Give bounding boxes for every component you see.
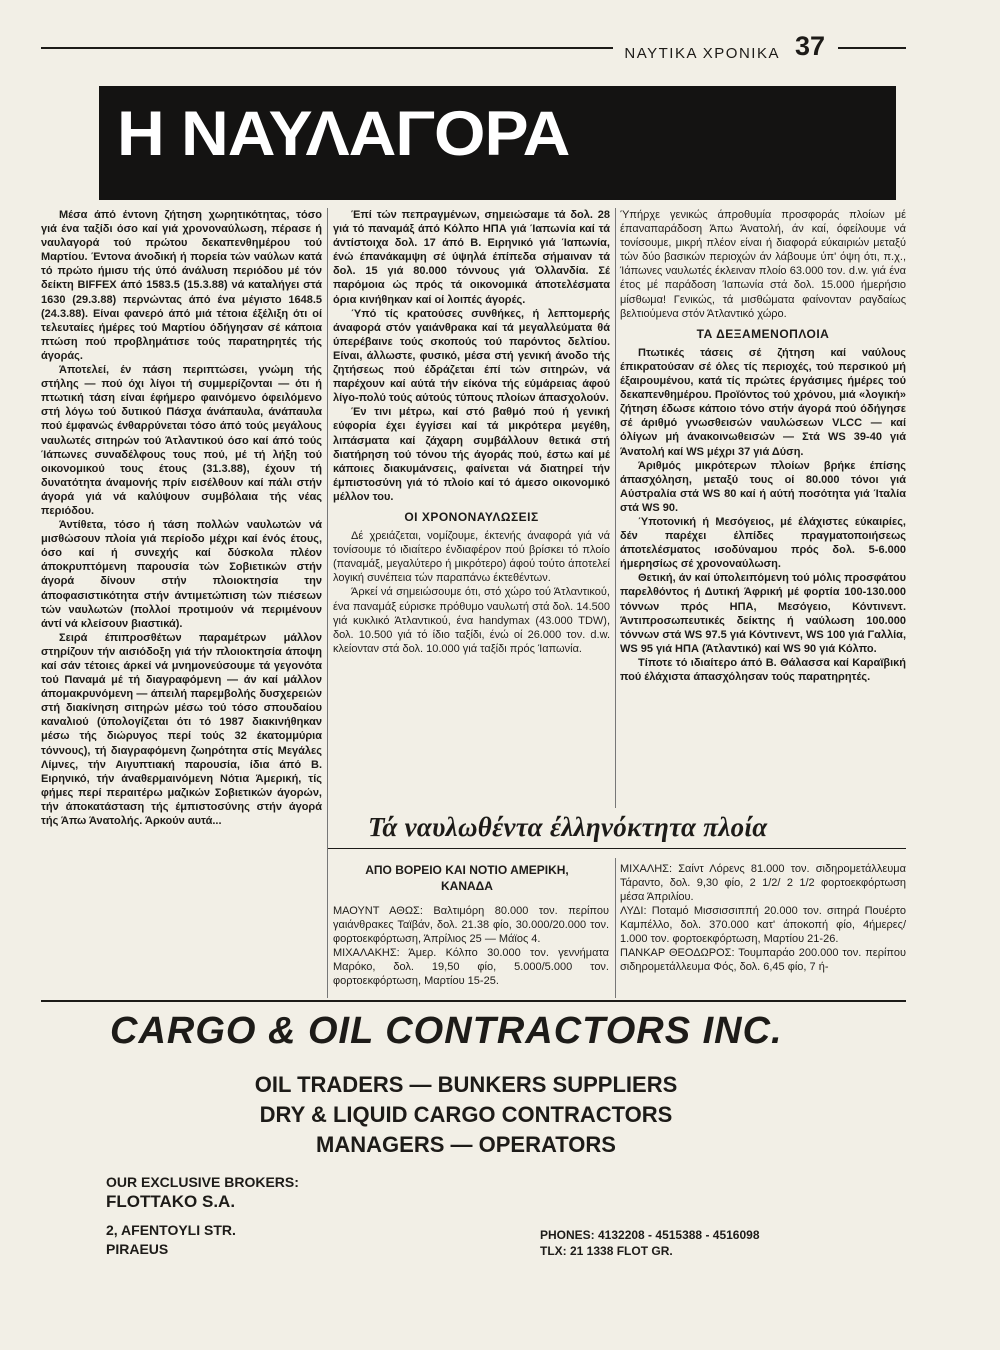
paragraph: Άρκεί νά σημειώσουμε ότι, στό χώρο τού Άτλαντικού, ένα παναμάξ εύρισκε πρόθυμο ναυλωτή στά δολ. 14.500 γιά κυκλικό Άτλαντικού, ένα handymax (43.000 TDW), δολ. 10.500 γιά τό ίδιο ταξίδι, ένώ οί 26.000 τον. d.w. κλείονταν στά δολ. 10.000 γιά ταξίδι πρός Ίαπωνία. [333, 586, 610, 655]
advert-line: DRY & LIQUID CARGO CONTRACTORS [259, 1102, 673, 1127]
ships-left-list [333, 904, 609, 988]
advert-company: CARGO & OIL CONTRACTORS INC. [110, 1010, 783, 1052]
telex: TLX: 21 1338 FLOT GR. [540, 1244, 673, 1258]
paragraph: Τίποτε τό ιδιαίτερο άπό Β. Θάλασσα καί Καραϊβική πού έλάχιστα άπασχόλησαν τούς παρατηρητές. [620, 656, 906, 683]
article-column-3 [620, 208, 906, 684]
advert-rule [41, 1000, 906, 1002]
ship-details: Σαίντ Λόρενς 81.000 τον. σιδηρομετάλλευμα Τάραντο, δολ. 9,30 φίο, 2 1/2/ 2 1/2 φορτοεκφόρτωση μέσα Άπριλίου. [620, 863, 906, 903]
ship-details: Άμερ. Κόλπο 30.000 τον. γεννήματα Μαρόκο, δολ. 19,50 φίο, 5.000/5.000 τον. φορτοεκφόρτωση, Μαρτίου 15-25. [333, 947, 609, 987]
paragraph: Δέ χρειάζεται, νομίζουμε, έκτενής άναφορά γιά νά τονίσουμε τό ιδιαίτερο ένδιαφέρον πού βρίσκει τό πλοίο (παναμάξ, μεγαλύτερο ή μικρότερο) άφού τούτο άποτελεί λογική συνέπεια τών παραπάνω έκτεθέντων. [333, 530, 610, 585]
ship-name: ΜΙΧΑΛΗΣ: [620, 863, 673, 875]
header-rule-left [41, 47, 613, 49]
paragraph: Ύπήρχε γενικώς άπροθυμία προσφοράς πλοίων μέ έπαναπαράδοση Άπω Άνατολή, άν καί, όφείλουμε νά τονίσουμε, μικρή πλέον είναι ή διαφορά εύκαιριών μεταξύ τών δύο βασικών περιοχών άν λάβουμε ύπ' όψη ότι, π.χ., Ίάπωνες ναυλωτές έκλειναν πλοίο 63.000 τον. d.w. γιά ένα έτος μέ παράδοση Ίαπωνία στά δολ. 15.000 ήμερήσιο μίσθωμα! Γενικώς, τά μισθώματα φαίνονταν ραγδαίως βελτιούμενα στόν Άτλαντικό χώρο. [620, 209, 906, 320]
ship-name: ΠΑΝΚΑΡ ΘΕΟΔΩΡΟΣ: [620, 947, 735, 959]
advert-address [106, 1221, 236, 1259]
paragraph: Μέσα άπό έντονη ζήτηση χωρητικότητας, τόσο γιά ένα ταξίδι όσο καί γιά χρονοναύλωση, πέρασε ή ναυλαγορά τού πρώτου δεκαπενθημέρου τού Μαρτίου. Έντονα άνοδική ή πορεία τών ναύλων κατά τό πρώτο ήμισυ τής ύπό άνάλυση περιόδου μέ τόν δείκτη BIFFEX άπό 1583.5 (15.3.88) νά καταλήγει στά 1630 (29.3.88) περνώντας άπό ένα μέγιστο 1648.5 (24.3.88). Είναι φανερό άπό μιά τέτοια έξέλιξη ότι οί τελευταίες ήμέρες τού Μαρτίου όδήγησαν σέ κάποια πτώση πού προβλημάτισε τούς παρατηρητές τής άγοράς. [41, 209, 322, 362]
paragraph: Ύπό τίς κρατούσες συνθήκες, ή λεπτομερής άναφορά στόν γαιάνθρακα καί τά μεγαλλεύματα θά ύπερέβαινε τούς σκοπούς τού παρόντος δελτίου. Είναι, άλλωστε, φυσικό, μέσα στή γενική άνοδο τής ζητήσεως πού έδράζεται έπί τών σιτηρών, νά παρέχουν καί αύτά τήν είκόνα τής εύμάρειας άφού λίγο-πολύ τούς αύτούς τύπους πλοίων άπασχολούν. [333, 307, 610, 405]
brokers-label: OUR EXCLUSIVE BROKERS: [106, 1174, 299, 1190]
time-charters-heading: ΟΙ ΧΡΟΝΟΝΑΥΛΩΣΕΙΣ [404, 509, 539, 524]
paragraph: Άντίθετα, τόσο ή τάση πολλών ναυλωτών νά μισθώσουν πλοία γιά περίοδο μέχρι καί ένός έτους, όσο καί ή συνεχής καί δύσκολα πλέον άποκρυπτόμενη παρουσία τών Σοβιετικών στήν άγορά δίνουν στήν πλοιοκτησία την άποφασιστικότητα στήν άντιμετώπιση τών πιέσεων τών ναυλωτών (πολλοί προτιμούν νά περιμένουν άντί νά κλείσουν βιαστικά). [41, 519, 322, 630]
section-banner [99, 86, 896, 200]
ship-entry [333, 946, 609, 988]
paragraph: Σειρά έπιπροσθέτων παραμέτρων μάλλον στηρίζουν τήν αισιόδοξη γιά τήν πλοιοκτησία άποψη καί σάν τέτοιες άρκεί νά μνημονεύσουμε τά γεγονότα τού Παναμά μέ τή διαγραφόμενη — άν καί μάλλον άπομακρυνόμενη — άπειλή παρεμβολής δυσχερειών στή διακίνηση σιτηρών μέσω τού τόσο σπουδαίου καναλιού (ύπολογίζεται ότι τό 1987 διακινήθηκαν μέσω τής διώρυγος περί τούς 32 έκατομμύρια τόννους), τή διαγραφόμενη ζωηρότητα στίς Μεγάλες Λίμνες, τήν Αιγυπτιακή παρουσία, ίδια άπό Β. Ειρηνικό, τήν άναθερμαινόμενη Νότια Άμερική, τίς φήμες περί περαιτέρω μαζικών Σοβιετικών άγορών, τήν άποκατάσταση τής έμπιστοσύνης στήν άγορά τής Άπω Άνατολής. Άρκούν αυτά... [41, 631, 322, 828]
magazine-title: ΝΑΥΤΙΚΑ ΧΡΟΝΙΚΑ [624, 45, 780, 62]
column-divider [615, 208, 616, 808]
ship-details: Βαλτιμόρη 80.000 τον. περίπου γαιάνθρακες Ταϊβάν, δολ. 21.38 φίο, 30.000/20.000 τον. φορτοεκφόρτωση, Άπρίλιος 25 — Μάϊος 4. [333, 905, 609, 945]
paragraph: Πτωτικές τάσεις σέ ζήτηση καί ναύλους έπικρατούσαν σέ όλες τίς περιοχές, τού περσικού μή έξαιρουμένου, κατά τίς πρώτες έργάσιμες ήμέρες τού δεκαπενθημέρου. Προϊόντος τού χρόνου, μιά «λογική» ζήτηση έδωσε κάποιο τόνο στήν άγορά πού όδήγησε σέ άριθμό γνωσθεισών ναυλώσεων VLCC — καί όλίγων μή άνακοινωθεισών — Στά WS 39-40 γιά Άνατολή καί WS μέχρι 37 γιά Δύση. [620, 346, 906, 458]
paragraph: Άριθμός μικρότερων πλοίων βρήκε έπίσης άπασχόληση, μεταξύ τους οί 80.000 τόνοι γιά Αύστραλία στά WS 80 καί ή αύτή ποσότητα γιά Ίταλία στά WS 90. [620, 459, 906, 514]
tankers-heading: ΤΑ ΔΕΞΑΜΕΝΟΠΛΟΙΑ [696, 326, 830, 341]
region-heading-line: ΑΠΟ ΒΟΡΕΙΟ ΚΑΙ ΝΟΤΙΟ ΑΜΕΡΙΚΗ, [365, 863, 569, 877]
header-rule-right [838, 47, 906, 49]
article-column-1 [41, 208, 322, 828]
ship-details: Τουμπαράο 200.000 τον. περίπου σιδηρομετάλλευμα Φός, δολ. 6,45 φίο, 7 ή- [620, 947, 906, 973]
ship-name: ΛΥΔΙ: [620, 905, 647, 917]
ship-entry [333, 904, 609, 946]
ships-right-list [620, 862, 906, 974]
advert-line: OIL TRADERS — BUNKERS SUPPLIERS [254, 1072, 678, 1097]
paragraph: Άποτελεί, έν πάση περιπτώσει, γνώμη τής στήλης — πού όχι λίγοι τή συμμερίζονται — ότι ή πτωτική τάση είναι έφήμερο φαινόμενο όφειλόμενο στή λόγω τού δυτικού Πάσχα άνάπαυλα, άνάπαυλα πού έμφανώς ένθαρρύνεται τόσο άπό τούς μεγάλους ναυλωτές σιτηρών τού Άτλαντικού όσο καί άπό τούς Ίάπωνες συναδέλφους τους πού, μέ τή λήξη τού οικονομικού τους έτους (31.3.88), έχουν τή δυνατότητα άναμονής πρίν εισέλθουν καί πάλι στήν άγορά γιά νά καλύψουν συμβόλαια τής νέας περιόδου. [41, 364, 322, 517]
article-column-2 [333, 208, 610, 656]
address-line: 2, AFENTOYLI STR. [106, 1222, 236, 1238]
ship-name: ΜΙΧΑΛΑΚΗΣ: [333, 947, 400, 959]
broker-name: FLOTTAKO S.A. [106, 1192, 236, 1211]
advert-contacts [540, 1227, 760, 1259]
address-line: PIRAEUS [106, 1241, 169, 1257]
chartered-ships-title: Τά ναυλωθέντα έλληνόκτητα πλοία [368, 812, 768, 842]
page-number: 37 [795, 31, 826, 61]
ship-entry [620, 946, 906, 974]
advert-services [192, 1070, 740, 1160]
paragraph: Ύποτονική ή Μεσόγειος, μέ έλάχιστες εύκαιρίες, δέν παρέχει έλπίδες πραγματοποιήσεως άποτελέσματος ισοδύναμου πρός δολ. 5-6.000 ήμερησίως σέ χρονοναύλωση. [620, 515, 906, 571]
paragraph: Έπί τών πεπραγμένων, σημειώσαμε τά δολ. 28 γιά τό παναμάξ άπό Κόλπο ΗΠΑ γιά Ίαπωνία καί τά άντίστοιχα δολ. 17 άπό Β. Ειρηνικό γιά Ίαπωνία, ένώ έπανάκαμψη σέ ύψηλά έπίπεδα σήμαιναν τά δολ. 15 γιά 80.000 τόννους γιά Όλλανδία. Σέ παρόμοια ώς πρός τά οικονομικά άποτελέσματα όρια κινήθηκαν καί οί λοιπές άγορές. [333, 209, 610, 306]
paragraph: Θετική, άν καί ύπολειπόμενη τού μόλις προσφάτου παρελθόντος ή Δυτική Άφρική μέ φορτία 100-130.000 τόννων πρός ΗΠΑ, Μεσόγειο, Κόντινεντ. Άντιπροσωπευτικές δείκτης ή ναύλωση 100.000 τόννων στά WS 97.5 γιά Κόντινεντ, WS 100 γιά Γαλλία, WS 95 γιά ΗΠΑ (Άτλαντικό) καί WS 90 γιά Κόλπο. [620, 572, 906, 655]
column-divider [615, 858, 616, 998]
advert-line: MANAGERS — OPERATORS [316, 1132, 616, 1157]
ships-rule [328, 848, 906, 849]
ship-entry [620, 904, 906, 946]
advert-brokers [106, 1173, 299, 1211]
ship-name: ΜΑΟΥΝΤ ΑΘΩΣ: [333, 905, 423, 917]
phones: PHONES: 4132208 - 4515388 - 4516098 [540, 1228, 760, 1242]
ship-details: Ποταμό Μισσισσιππή 20.000 τον. σιτηρά Πουέρτο Καμπέλλο, δολ. 370.000 κατ' άποκοπή φίο, 4ήμερες/ 1.000 τον. φορτοεκφόρτωση, Μαρτίου 21-26. [620, 905, 906, 945]
paragraph: Έν τινι μέτρω, καί στό βαθμό πού ή γενική εύφορία έχει έγγίσει καί τά μικρότερα μεγέθη, λιπάσματα καί ζάχαρη συμβάλλουν θετικά στή διατήρηση τού τόνου τής άγοράς πού, έστω καί μέ κάποιες διακυμάνσεις, φαίνεται νά διατηρεί τήν έμπιστοσύνη γιά τό πλοίο καί τό άμεσο οικονομικό μέλλον του. [333, 406, 610, 503]
region-heading [328, 862, 606, 894]
section-title: Η ΝΑΥΛΑΓΟΡΑ [117, 99, 570, 169]
region-heading-line: ΚΑΝΑΔΑ [441, 879, 493, 893]
ship-entry [620, 862, 906, 904]
